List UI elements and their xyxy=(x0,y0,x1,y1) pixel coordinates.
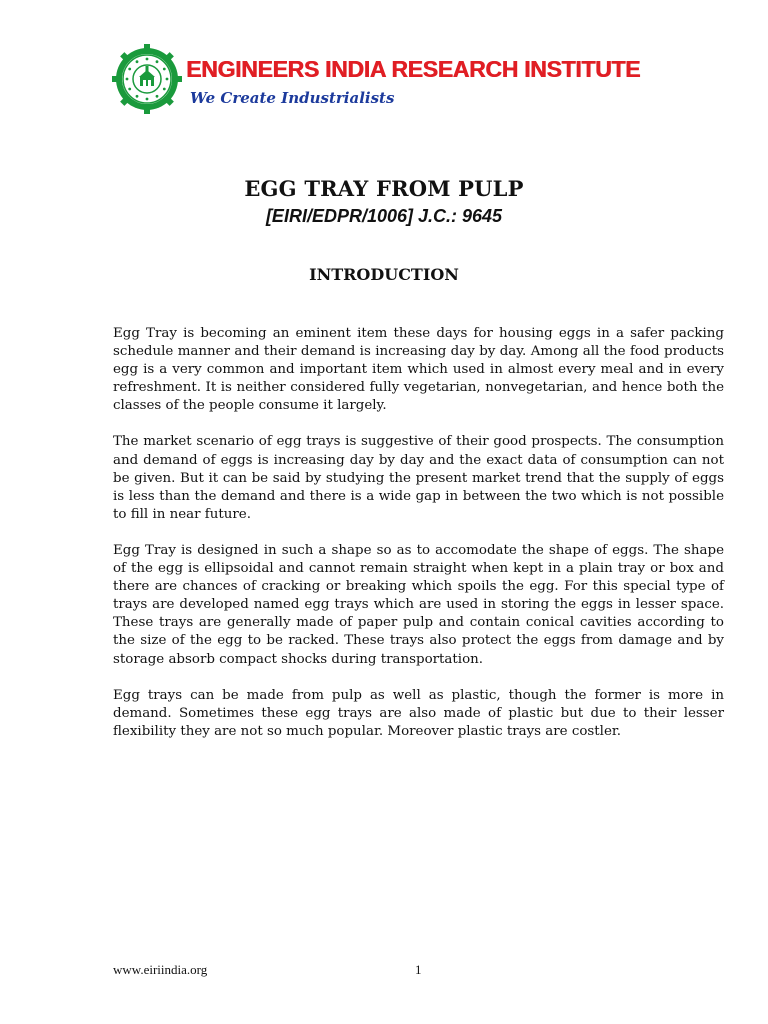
letterhead xyxy=(112,44,641,120)
paragraph-1: Egg Tray is becoming an eminent item these days for housing eggs in a safer packing schedule manner and their demand is increasing day by day. Among all the food products egg is a very common and important item which used in almost every meal and in every refreshment. It is neither considered fully vegetarian, nonvegetarian, and hence both the classes of the people consume it largely. xyxy=(113,326,724,414)
paragraph-4: Egg trays can be made from pulp as well as plastic, though the former is more in demand. Sometimes these egg trays are also made of plastic but due to their lesser flexibility they are not so much popular. Moreover plastic trays are costler. xyxy=(113,687,724,739)
document-title: EGG TRAY FROM PULP xyxy=(244,176,524,201)
section-heading: INTRODUCTION xyxy=(309,265,459,284)
org-name: ENGINEERS INDIA RESEARCH INSTITUTE xyxy=(186,56,641,82)
paragraph-2: The market scenario of egg trays is suggestive of their good prospects. The consumption and demand of eggs is increasing day by day and the exact data of consumption can not be given. But it can be said by studying the present market trend that the supply of eggs is less than the demand and there is a wide gap in between the two which is not possible to fill in near future. xyxy=(113,434,724,522)
paragraph-3: Egg Tray is designed in such a shape so as to accomodate the shape of eggs. The shape of the egg is ellipsoidal and cannot remain straight when kept in a plain tray or box and there are chances of cracking or breaking which spoils the egg. For this special type of trays are developed named egg trays which are used in storing the eggs in lesser space. These trays are generally made of paper pulp and contain conical cavities according to the size of the egg to be racked. These trays also protect the eggs from damage and by storage absorb compact shocks during transportation. xyxy=(113,542,724,667)
body-text xyxy=(113,325,724,759)
document-code: [EIRI/EDPR/1006] J.C.: 9645 xyxy=(265,206,503,226)
page-number: 1 xyxy=(415,962,422,977)
org-tagline: We Create Industrialists xyxy=(190,89,395,107)
footer-website: www.eiriindia.org xyxy=(113,962,208,977)
eiri-seal-logo-icon xyxy=(112,44,182,114)
